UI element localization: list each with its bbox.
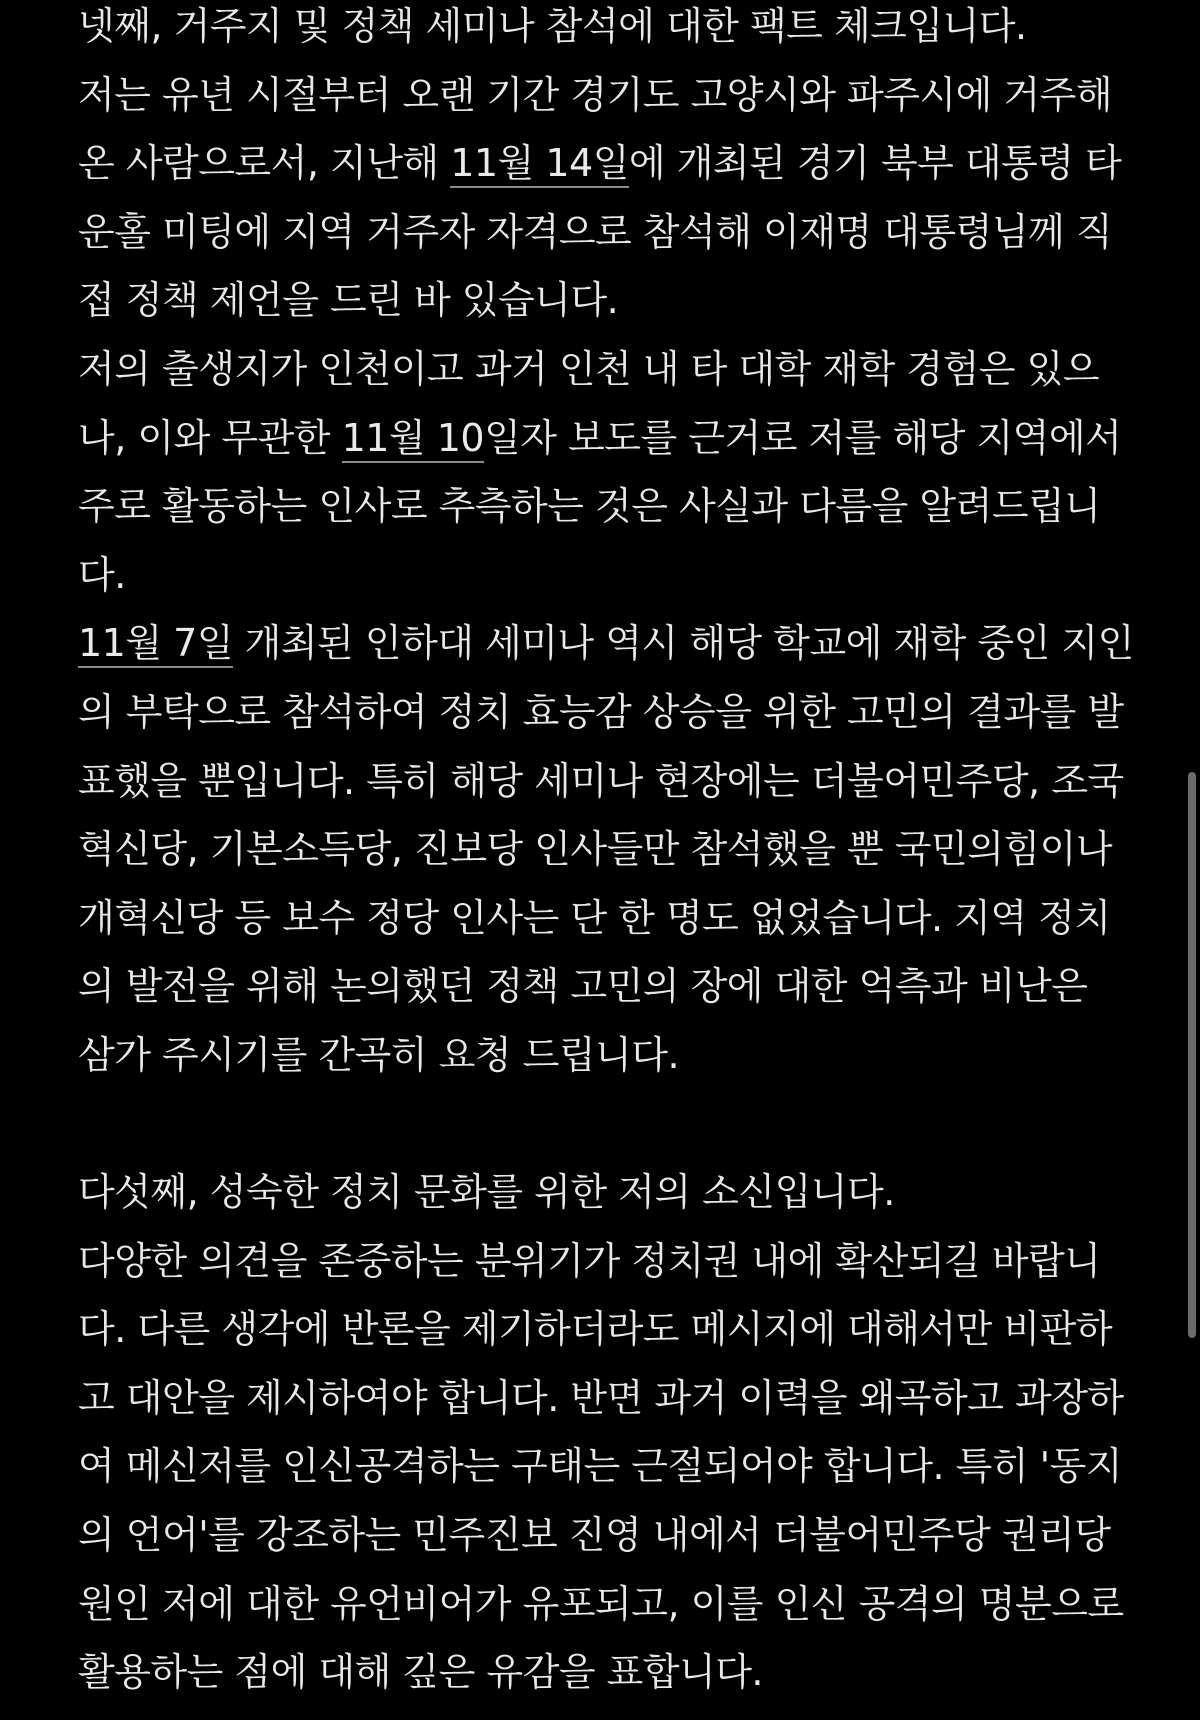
article-body (78, 0, 1134, 1707)
birthplace-line-1: 저의 출생지가 인천이고 과거 인천 내 타 대학 재학 경험은 있으 (78, 346, 1099, 391)
residence-line-2 (78, 129, 1128, 198)
date-link-nov-10[interactable]: 11월 10 (342, 416, 485, 463)
seminar-line-3: 표했을 뿐입니다. 특히 해당 세미나 현장에는 더불어민주당, 조국 (78, 758, 1124, 803)
residence-line-2-rest: 에 개최된 경기 북부 대통령 타 (628, 141, 1122, 186)
culture-line-7: 활용하는 점에 대해 깊은 유감을 표합니다. (78, 1650, 764, 1695)
scrollbar[interactable] (1180, 0, 1200, 1720)
birthplace-line-2-rest: 일자 보도를 근거로 저를 해당 지역에서 (484, 415, 1122, 460)
birthplace-line-2-text: 나, 이와 무관한 (78, 415, 342, 460)
seminar-line-1 (78, 609, 1134, 678)
scrollbar-thumb[interactable] (1188, 772, 1196, 1338)
seminar-line-1-rest: 개최된 인하대 세미나 역시 해당 학교에 재학 중인 지인 (233, 621, 1134, 666)
culture-line-6: 원인 저에 대한 유언비어가 유포되고, 이를 인신 공격의 명분으로 (78, 1581, 1124, 1626)
culture-line-1: 다양한 의견을 존중하는 분위기가 정치권 내에 확산되길 바랍니 (78, 1238, 1101, 1283)
section5-heading: 다섯째, 성숙한 정치 문화를 위한 저의 소신입니다. (78, 1170, 895, 1215)
residence-line-2-text: 온 사람으로서, 지난해 (78, 141, 451, 186)
seminar-line-2: 의 부탁으로 참석하여 정치 효능감 상승을 위한 고민의 결과를 발 (78, 689, 1124, 734)
seminar-line-7: 삼가 주시기를 간곡히 요청 드립니다. (78, 1032, 680, 1077)
culture-line-3: 고 대안을 제시하여야 합니다. 반면 과거 이력을 왜곡하고 과장하 (78, 1375, 1124, 1420)
residence-line-1: 저는 유년 시절부터 오랜 기간 경기도 고양시와 파주시에 거주해 (78, 72, 1113, 117)
residence-line-3: 운홀 미팅에 지역 거주자 자격으로 참석해 이재명 대통령님께 직 (78, 209, 1113, 254)
culture-line-2: 다. 다른 생각에 반론을 제기하더라도 메시지에 대해서만 비판하 (78, 1307, 1113, 1352)
paragraph-spacer (78, 1090, 1128, 1159)
seminar-line-5: 개혁신당 등 보수 정당 인사는 단 한 명도 없었습니다. 지역 정치 (78, 895, 1111, 940)
culture-line-5: 의 언어'를 강조하는 민주진보 진영 내에서 더불어민주당 권리당 (78, 1513, 1111, 1558)
birthplace-line-3: 주로 활동하는 인사로 추측하는 것은 사실과 다름을 알려드립니 (78, 484, 1101, 529)
seminar-line-6: 의 발전을 위해 논의했던 정책 고민의 장에 대한 억측과 비난은 (78, 964, 1088, 1009)
birthplace-line-4: 다. (78, 552, 126, 597)
birthplace-line-2 (78, 404, 1128, 473)
section4-heading: 넷째, 거주지 및 정책 세미나 참석에 대한 팩트 체크입니다. (78, 4, 1027, 48)
date-link-nov-14[interactable]: 11월 14일 (450, 141, 629, 188)
date-link-nov-7[interactable]: 11월 7일 (78, 621, 233, 668)
seminar-line-4: 혁신당, 기본소득당, 진보당 인사들만 참석했을 뿐 국민의힘이나 (78, 827, 1113, 872)
culture-line-4: 여 메신저를 인신공격하는 구태는 근절되어야 합니다. 특히 '동지 (78, 1444, 1122, 1489)
residence-line-4: 접 정책 제언을 드린 바 있습니다. (78, 278, 619, 323)
